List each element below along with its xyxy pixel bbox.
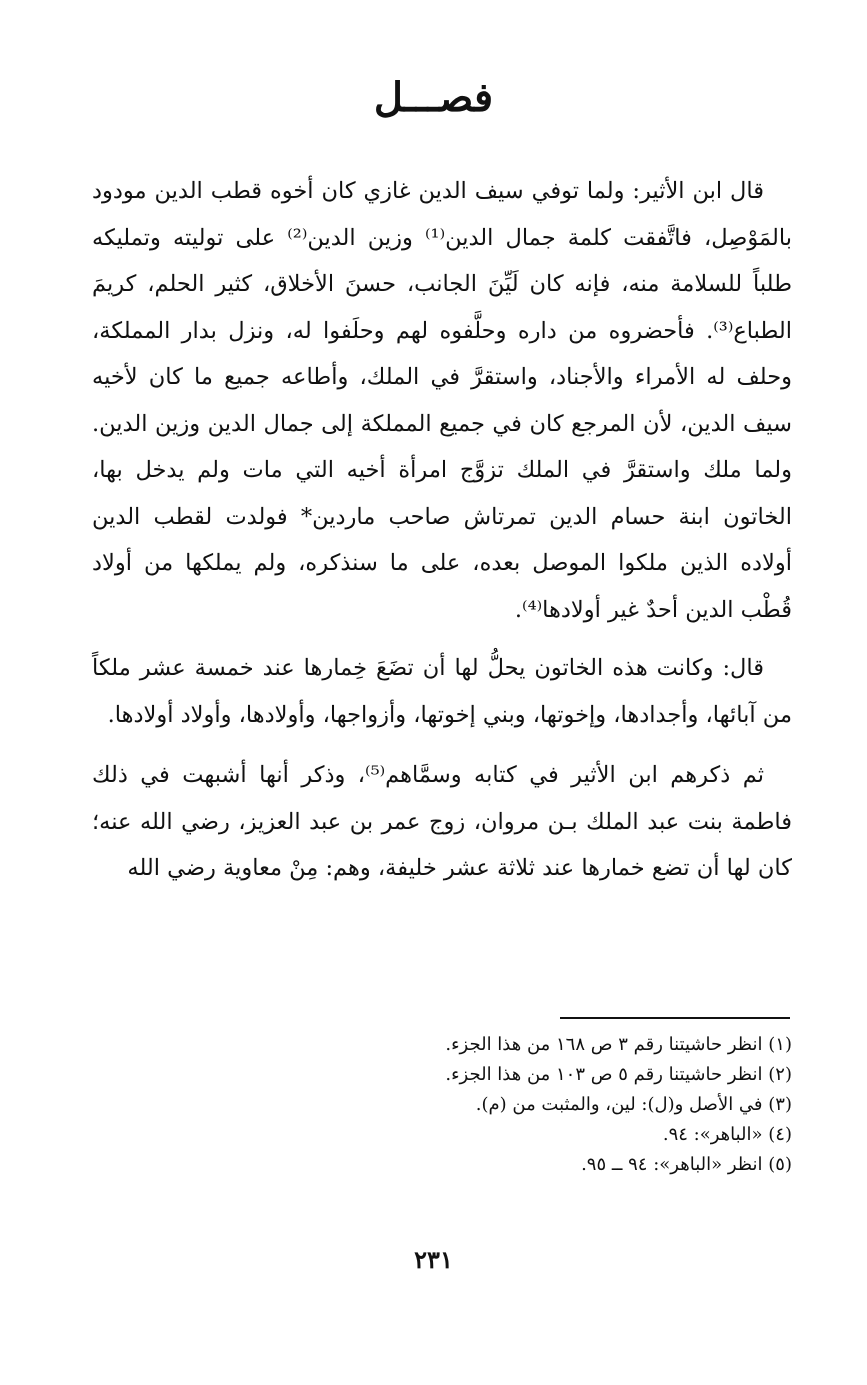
page-number: ٢٣١ (414, 1245, 453, 1274)
footnote-5: (٥) انظر «الباهر»: ٩٤ ــ ٩٥. (581, 1154, 792, 1175)
footnote-2: (٢) انظر حاشيتنا رقم ٥ ص ١٠٣ من هذا الجزء. (445, 1064, 792, 1085)
main-text (92, 168, 792, 904)
paragraph-3: ثم ذكرهم ابن الأثير في كتابه وسمَّاهم⁽⁵⁾، وذكر أنها أشبهت في ذلك فاطمة بنت عبد الملك بـن مروان، زوج عمر بن عبد العزيز، رضي الله عنه؛ كان لها أن تضع خمارها عند ثلاثة عشر خليفة، وهم: مِنْ معاوية رضي الله (92, 762, 792, 881)
footnote-4: (٤) «الباهر»: ٩٤. (662, 1124, 792, 1145)
paragraph-1: قال ابن الأثير: ولما توفي سيف الدين غازي كان أخوه قطب الدين مودود بالمَوْصِل، فاتَّفقت كلمة جمال الدين⁽¹⁾ وزين الدين⁽²⁾ على توليته وتمليكه طلباً للسلامة منه، فإنه كان لَيِّنَ الجانب، حسنَ الأخلاق، كثير الحلم، كريمَ الطباع⁽³⁾. فأحضروه من داره وحلَّفوه لهم وحلَفوا له، ونزل بدار المملكة، وحلف له الأمراء والأجناد، واستقرَّ في الملك، وأطاعه جميع ما كان لأخيه سيف الدين، لأن المرجع كان في جميع المملكة إلى جمال الدين وزين الدين. ولما ملك واستقرَّ في الملك تزوَّج امرأة أخيه التي مات ولم يدخل بها، الخاتون ابنة حسام الدين تمرتاش صاحب ماردين* فولدت لقطب الدين أولاده الذين ملكوا الموصل بعده، على ما سنذكره، ولم يملكها من أولاد قُطْب الدين أحدٌ غير أولادها⁽⁴⁾. (92, 178, 792, 623)
paragraph-2: قال: وكانت هذه الخاتون يحلُّ لها أن تضَعَ خِمارها عند خمسة عشر ملكاً من آبائها، وأجدادها، وإخوتها، وبني إخوتها، وأزواجها، وأولادها، وأولاد أولادها. (92, 655, 792, 728)
section-heading: فصـــل (373, 74, 494, 121)
footnote-3: (٣) في الأصل و(ل): لين، والمثبت من (م). (475, 1094, 792, 1115)
footnote-1: (١) انظر حاشيتنا رقم ٣ ص ١٦٨ من هذا الجزء. (445, 1034, 792, 1055)
footnotes-list (92, 1030, 792, 1180)
footnote-separator (560, 1017, 790, 1019)
